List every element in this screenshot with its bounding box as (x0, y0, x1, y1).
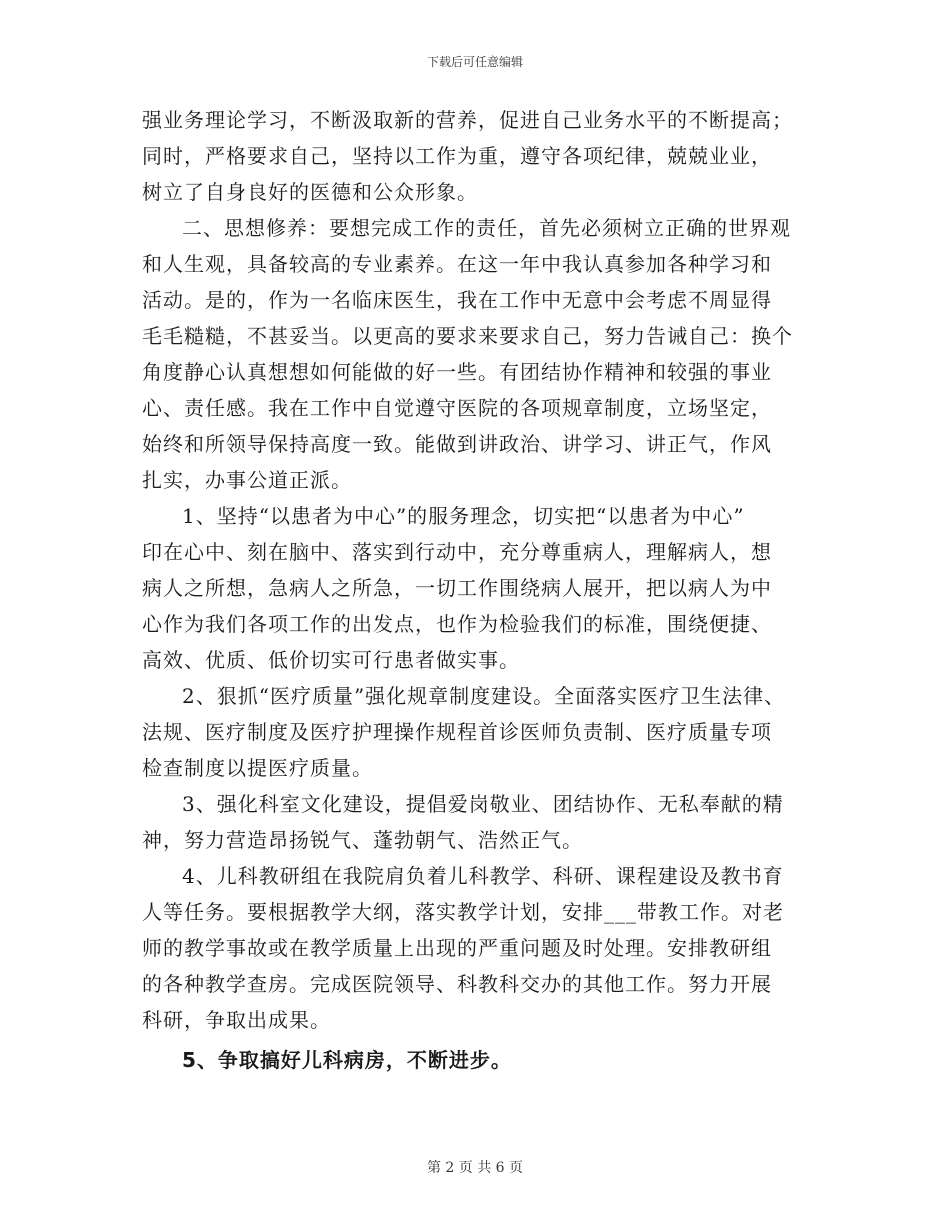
text-line: 4、儿科教研组在我院肩负着儿科教学、科研、课程建设及教书育 (182, 864, 784, 888)
text-line: 1、坚持“以患者为中心”的服务理念，切实把“以患者为中心” (182, 504, 745, 528)
text-line: 3、强化科室文化建设，提倡爱岗敬业、团结协作、无私奉献的精 (182, 792, 784, 816)
text-line: 检查制度以提医疗质量。 (142, 756, 373, 780)
text-line: 二、思想修养：要想完成工作的责任，首先必须树立正确的世界观 (182, 216, 791, 240)
text-line: 科研，争取出成果。 (142, 1008, 331, 1032)
text-line: 始终和所领导保持高度一致。能做到讲政治、讲学习、讲正气，作风 (142, 432, 772, 456)
text-line: 心、责任感。我在工作中自觉遵守医院的各项规章制度，立场坚定， (142, 396, 772, 420)
text-line: 2、狠抓“医疗质量”强化规章制度建设。全面落实医疗卫生法律、 (182, 684, 786, 708)
text-line: 角度静心认真想想如何能做的好一些。有团结协作精神和较强的事业 (142, 360, 772, 384)
text-line: 人等任务。要根据教学大纲，落实教学计划，安排___带教工作。对老 (142, 900, 784, 924)
text-line: 神，努力营造昂扬锐气、蓬勃朝气、浩然正气。 (142, 828, 583, 852)
page-header: 下载后可任意编辑 (426, 55, 523, 69)
text-line: 师的教学事故或在教学质量上出现的严重问题及时处理。安排教研组 (142, 936, 772, 960)
text-line: 毛毛糙糙，不甚妥当。以更高的要求来要求自己，努力告诫自己：换个 (142, 324, 793, 348)
text-line: 病人之所想，急病人之所急，一切工作围绕病人展开，把以病人为中 (142, 576, 772, 600)
text-line: 5、争取搞好儿科病房，不断进步。 (182, 1048, 512, 1072)
text-line: 印在心中、刻在脑中、落实到行动中，充分尊重病人，理解病人，想 (142, 540, 772, 564)
text-line: 扎实，办事公道正派。 (142, 468, 352, 492)
text-line: 树立了自身良好的医德和公众形象。 (142, 180, 478, 204)
text-line: 法规、医疗制度及医疗护理操作规程首诊医师负责制、医疗质量专项 (142, 720, 772, 744)
page-footer: 第 2 页 共 6 页 (426, 1160, 524, 1176)
text-line: 心作为我们各项工作的出发点，也作为检验我们的标准，围绕便捷、 (142, 612, 772, 636)
text-line: 同时，严格要求自己，坚持以工作为重，遵守各项纪律，兢兢业业， (142, 144, 772, 168)
document-body (142, 102, 822, 1078)
text-line: 活动。是的，作为一名临床医生，我在工作中无意中会考虑不周显得 (142, 288, 772, 312)
text-line: 和人生观，具备较高的专业素养。在这一年中我认真参加各种学习和 (142, 252, 772, 276)
text-line: 强业务理论学习，不断汲取新的营养，促进自己业务水平的不断提高； (142, 108, 793, 132)
text-line: 高效、优质、低价切实可行患者做实事。 (142, 648, 520, 672)
text-line: 的各种教学查房。完成医院领导、科教科交办的其他工作。努力开展 (142, 972, 772, 996)
